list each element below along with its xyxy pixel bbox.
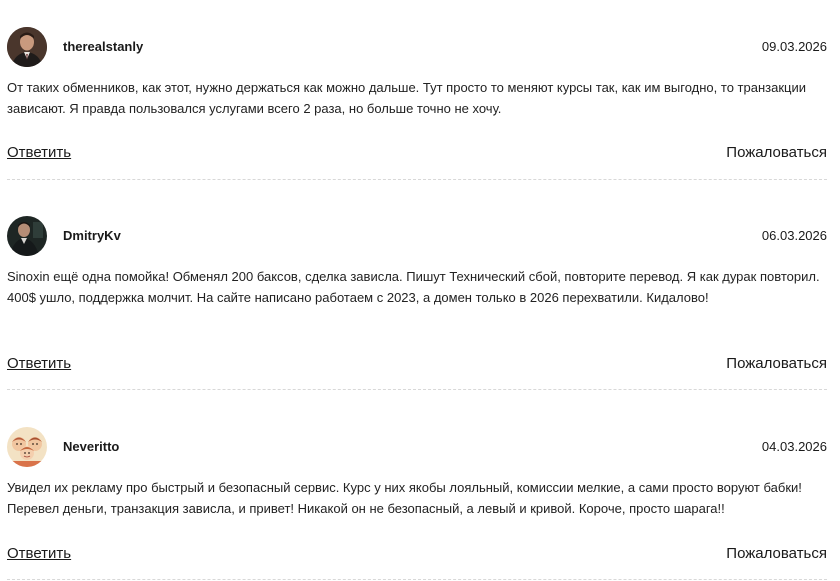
report-link[interactable]: Пожаловаться (726, 144, 827, 161)
comment-divider (7, 579, 827, 580)
comment-date: 06.03.2026 (761, 228, 827, 243)
report-link[interactable]: Пожаловаться (726, 545, 827, 562)
comment-actions (7, 545, 827, 567)
reply-link[interactable]: Ответить (7, 144, 72, 161)
comment-text: От таких обменников, как этот, нужно держаться как можно дальше. Тут просто то меняют курсы так, как им выгодно, то транзакции зависают. Я правда пользовался услугами всего 2 раза, но больше точно не хочу. (7, 80, 806, 116)
comment-date: 04.03.2026 (761, 439, 827, 454)
comment-item (7, 216, 827, 372)
comment-item (7, 427, 827, 562)
comment-author: Neveritto (63, 439, 120, 454)
comment-header (7, 27, 827, 67)
comment-author: therealstanly (63, 39, 144, 54)
comment-item (7, 27, 827, 161)
comment-text: Sinoxin ещё одна помойка! Обменял 200 баксов, сделка зависла. Пишут Технический сбой, повторите перевод. Я как дурак повторил. 400$ ушло, поддержка молчит. На сайте написано работаем с 2023, а домен только в 2026 перехватили. Кидалово! (7, 269, 820, 305)
comment-actions (7, 144, 827, 166)
comment-date: 09.03.2026 (761, 39, 827, 54)
comment-actions (7, 355, 827, 377)
comment-divider (7, 389, 827, 390)
comment-header (7, 427, 827, 467)
report-link[interactable]: Пожаловаться (726, 355, 827, 372)
man-in-suit-avatar-icon (7, 27, 47, 67)
comment-divider (7, 179, 827, 180)
comment-header (7, 216, 827, 256)
cartoon-group-avatar-icon (7, 427, 47, 467)
reply-link[interactable]: Ответить (7, 545, 72, 562)
man-dark-background-avatar-icon (7, 216, 47, 256)
reply-link[interactable]: Ответить (7, 355, 72, 372)
comment-author: DmitryKv (63, 228, 121, 243)
comment-text: Увидел их рекламу про быстрый и безопасный сервис. Курс у них якобы лояльный, комиссии мелкие, а сами просто воруют бабки! Перевел деньги, транзакция зависла, и привет! Никакой он не безопасный, а левый и кривой. Короче, просто шарага!! (7, 480, 802, 516)
